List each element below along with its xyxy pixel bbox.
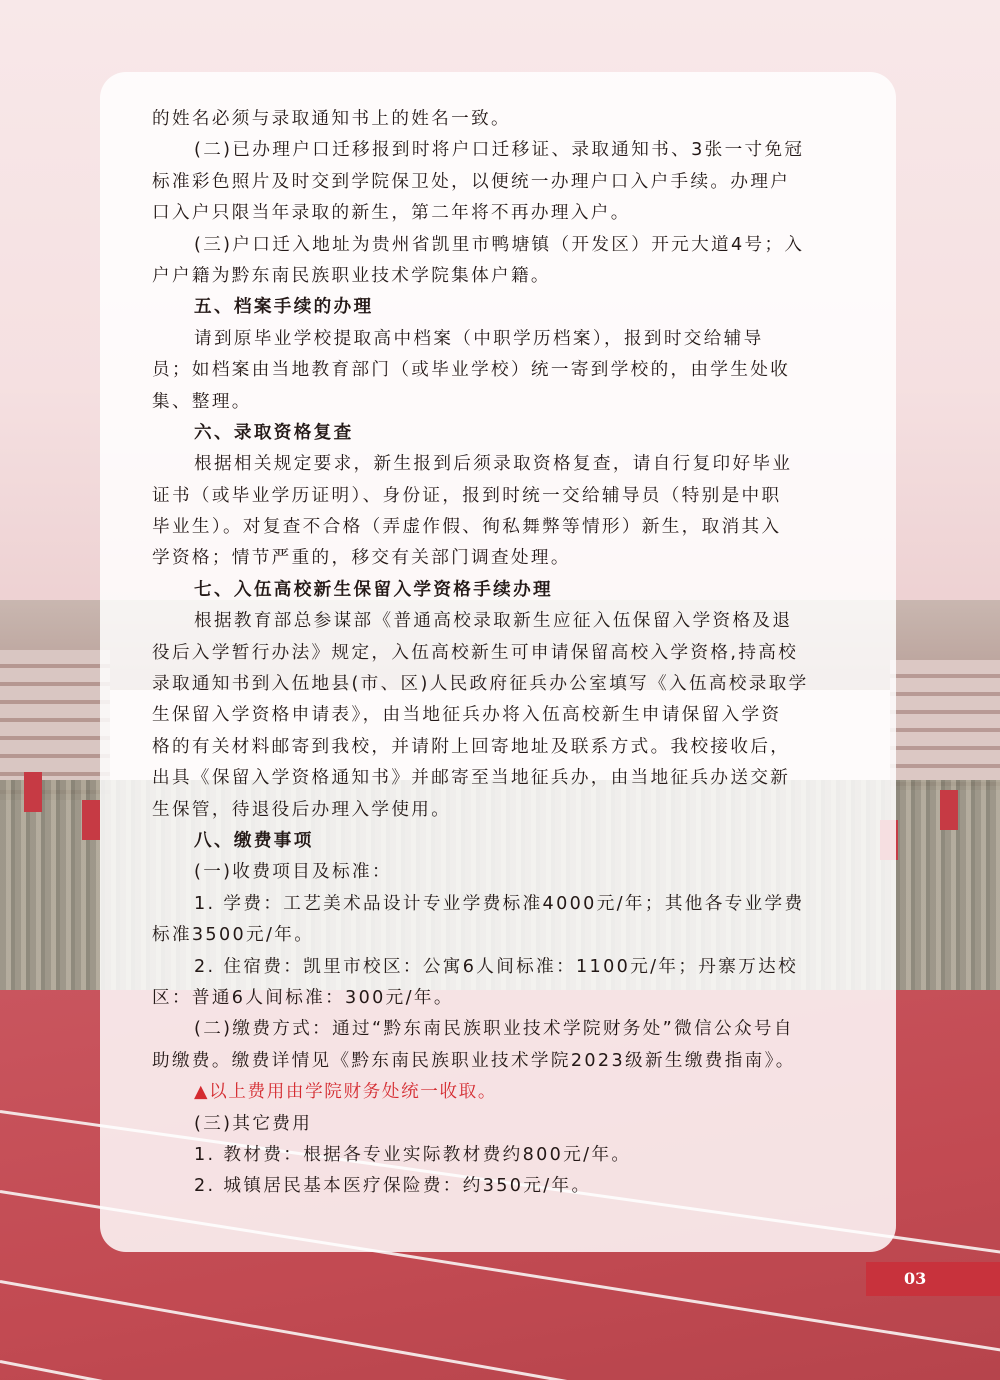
text-line: 证书（或毕业学历证明）、身份证，报到时统一交给辅导员（特别是中职 (152, 485, 782, 506)
text-line: 请到原毕业学校提取高中档案（中职学历档案），报到时交给辅导 (194, 328, 764, 349)
section-heading: 八、缴费事项 (194, 830, 314, 851)
text-line: 标准彩色照片及时交到学院保卫处，以便统一办理户口入户手续。办理户 (152, 171, 791, 192)
text-line: 户户籍为黔东南民族职业技术学院集体户籍。 (152, 265, 551, 286)
text-line: 的姓名必须与录取通知书上的姓名一致。 (152, 109, 511, 129)
section-heading: 七、入伍高校新生保留入学资格手续办理 (194, 579, 553, 600)
text-line: 1. 学费：工艺美术品设计专业学费标准4000元/年；其他各专业学费 (194, 893, 805, 914)
text-line: 根据教育部总参谋部《普通高校录取新生应征入伍保留入学资格及退 (194, 611, 793, 632)
text-line: 生保留入学资格申请表》，由当地征兵办将入伍高校新生申请保留入学资 (152, 705, 782, 726)
section-heading: 六、录取资格复查 (194, 422, 354, 443)
text-line: 标准3500元/年。 (152, 925, 315, 946)
section-heading: 五、档案手续的办理 (194, 297, 374, 318)
document-body (152, 104, 852, 1203)
text-line: (二)缴费方式：通过“黔东南民族职业技术学院财务处”微信公众号自 (194, 1019, 794, 1040)
text-line: 役后入学暂行办法》规定，入伍高校新生可申请保留高校入学资格,持高校 (152, 642, 799, 663)
text-line: 出具《保留入学资格通知书》并邮寄至当地征兵办，由当地征兵办送交新 (152, 768, 791, 789)
text-line: 员；如档案由当地教育部门（或毕业学校）统一寄到学校的，由学生处收 (152, 360, 791, 381)
text-line: 格的有关材料邮寄到我校，并请附上回寄地址及联系方式。我校接收后， (152, 736, 791, 757)
text-line: 集、整理。 (152, 391, 252, 412)
text-line: 录取通知书到入伍地县(市、区)人民政府征兵办公室填写《入伍高校录取学 (152, 674, 809, 695)
text-line: 2. 住宿费：凯里市校区：公寓6人间标准：1100元/年；丹寨万达校 (194, 956, 799, 977)
red-flag (82, 800, 100, 840)
text-line: 助缴费。缴费详情见《黔东南民族职业技术学院2023级新生缴费指南》。 (152, 1050, 796, 1071)
background-building-right (890, 660, 1000, 790)
track-lane-line (0, 1280, 1000, 1380)
text-line: (三)其它费用 (194, 1113, 313, 1134)
red-flag (940, 790, 958, 830)
text-line: 学资格；情节严重的，移交有关部门调查处理。 (152, 548, 571, 569)
fee-notice: ▲以上费用由学院财务处统一收取。 (194, 1082, 498, 1103)
background-building-left (0, 650, 110, 800)
page-number: 03 (866, 1262, 1000, 1296)
text-line: 区：普通6人间标准：300元/年。 (152, 987, 454, 1008)
text-line: 1. 教材费：根据各专业实际教材费约800元/年。 (194, 1144, 632, 1165)
text-line: 口入户只限当年录取的新生，第二年将不再办理入户。 (152, 203, 631, 224)
text-line: 根据相关规定要求，新生报到后须录取资格复查，请自行复印好毕业 (194, 454, 793, 475)
text-line: (二)已办理户口迁移报到时将户口迁移证、录取通知书、3张一寸免冠 (194, 140, 805, 161)
text-line: (一)收费项目及标准： (194, 862, 392, 883)
text-line: 毕业生）。对复查不合格（弄虚作假、徇私舞弊等情形）新生，取消其入 (152, 517, 782, 538)
text-line: 生保管，待退役后办理入学使用。 (152, 799, 452, 820)
text-line: (三)户口迁入地址为贵州省凯里市鸭塘镇（开发区）开元大道4号；入 (194, 234, 805, 255)
text-line: 2. 城镇居民基本医疗保险费：约350元/年。 (194, 1176, 592, 1197)
red-flag (24, 772, 42, 812)
